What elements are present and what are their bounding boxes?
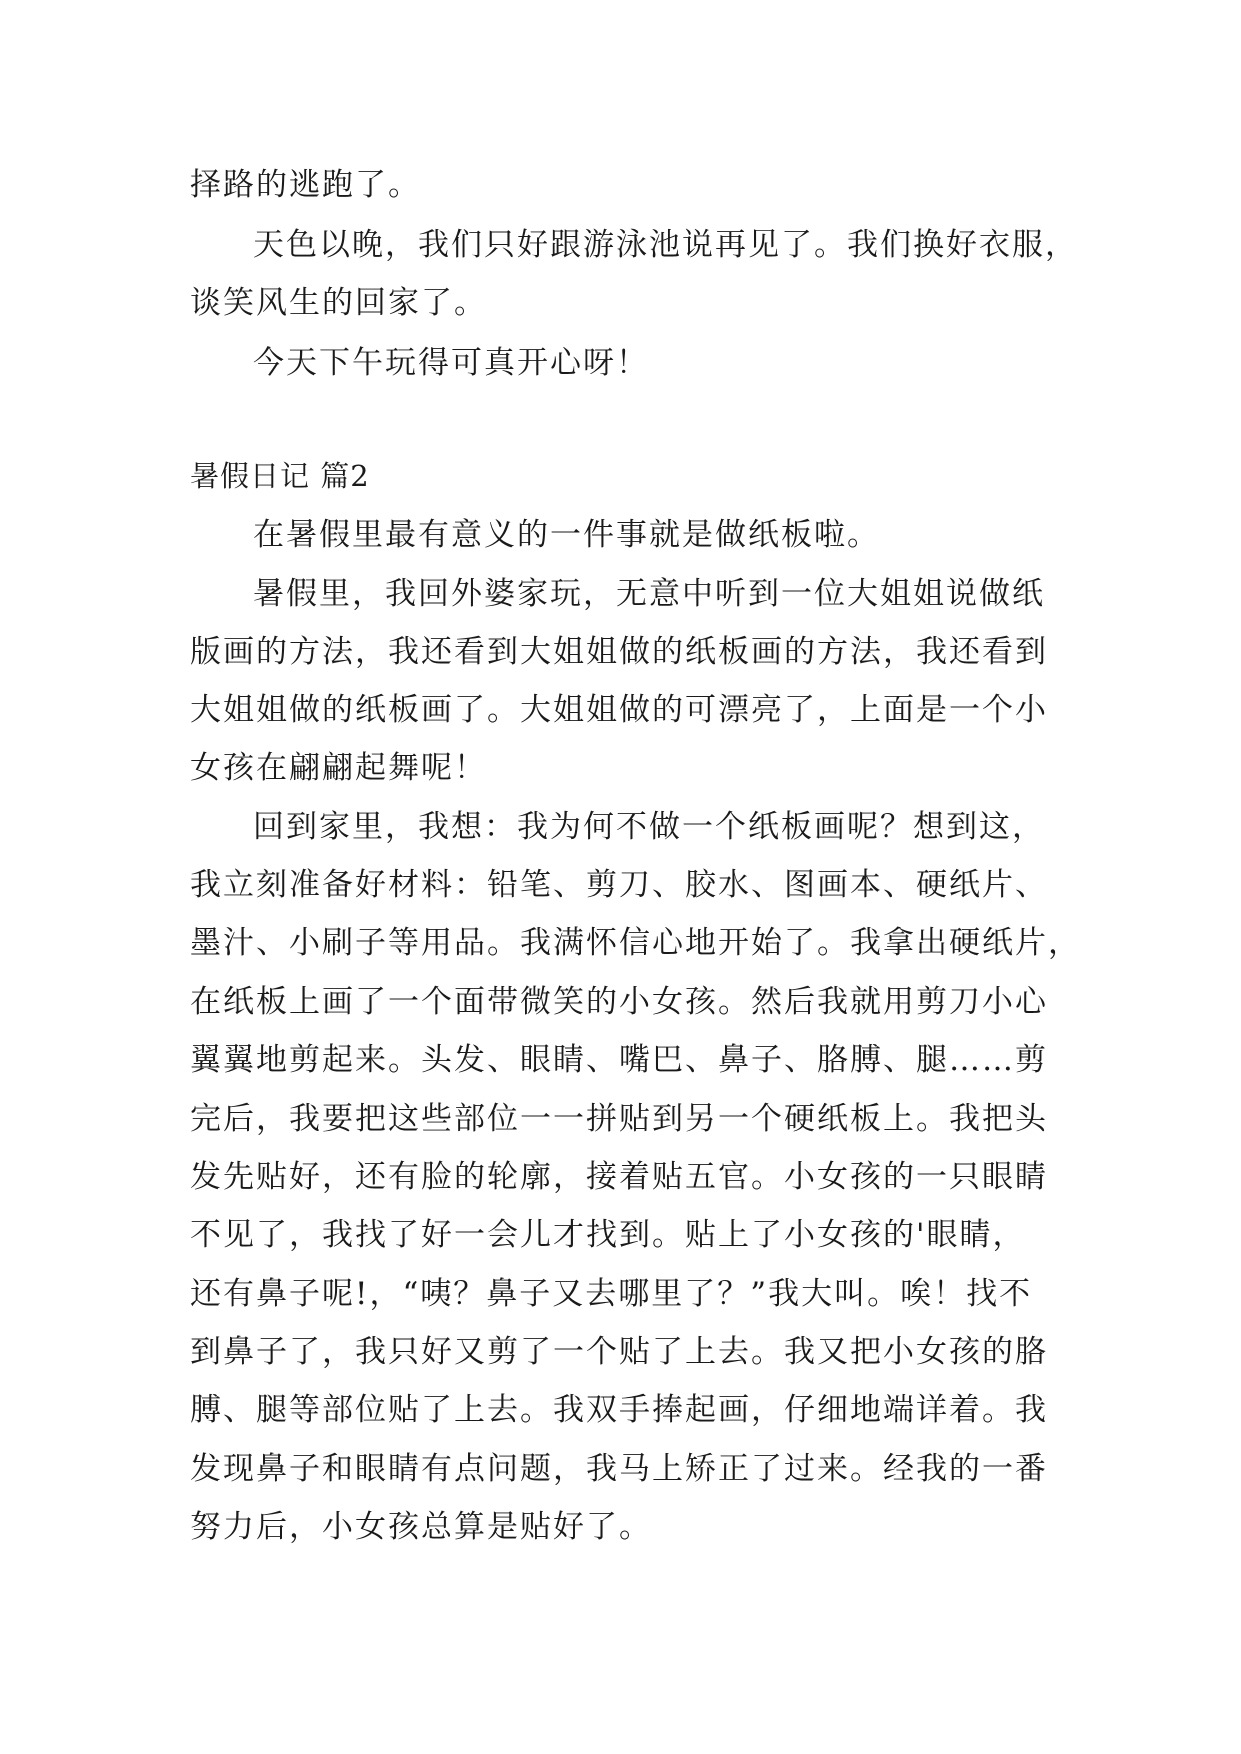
paragraph-6-line-7: 发先贴好，还有脸的轮廓，接着贴五官。小女孩的一只眼睛 <box>190 1159 1048 1195</box>
paragraph-5-line-4: 女孩在翩翩起舞呢！ <box>190 750 487 786</box>
paragraph-6-line-1: 回到家里，我想：我为何不做一个纸板画呢？想到这， <box>253 809 1045 845</box>
paragraph-6-line-12: 发现鼻子和眼睛有点问题，我马上矫正了过来。经我的一番 <box>190 1451 1048 1487</box>
paragraph-6-line-6: 完后，我要把这些部位一一拼贴到另一个硬纸板上。我把头 <box>190 1101 1048 1137</box>
paragraph-5-line-2: 版画的方法，我还看到大姐姐做的纸板画的方法，我还看到 <box>190 634 1048 670</box>
section-heading: 暑假日记 篇2 <box>190 459 370 493</box>
paragraph-5-line-3: 大姐姐做的纸板画了。大姐姐做的可漂亮了，上面是一个小 <box>190 692 1048 728</box>
paragraph-3-line-1: 今天下午玩得可真开心呀！ <box>253 345 649 381</box>
paragraph-2-line-1: 天色以晚，我们只好跟游泳池说再见了。我们换好衣服， <box>253 227 1078 263</box>
paragraph-5-line-1: 暑假里，我回外婆家玩，无意中听到一位大姐姐说做纸 <box>253 576 1045 612</box>
paragraph-6-line-10: 到鼻子了，我只好又剪了一个贴了上去。我又把小女孩的胳 <box>190 1334 1048 1370</box>
paragraph-6-line-3: 墨汁、小刷子等用品。我满怀信心地开始了。我拿出硬纸片， <box>190 925 1081 961</box>
paragraph-6-line-2: 我立刻准备好材料：铅笔、剪刀、胶水、图画本、硬纸片、 <box>190 867 1048 903</box>
paragraph-6-line-13: 努力后，小女孩总算是贴好了。 <box>190 1509 652 1545</box>
paragraph-4-line-1: 在暑假里最有意义的一件事就是做纸板啦。 <box>253 517 880 553</box>
paragraph-1-line-1: 择路的逃跑了。 <box>190 167 421 203</box>
paragraph-6-line-9: 还有鼻子呢!，“咦？鼻子又去哪里了？”我大叫。唉！找不 <box>190 1276 1033 1312</box>
paragraph-6-line-4: 在纸板上画了一个面带微笑的小女孩。然后我就用剪刀小心 <box>190 984 1048 1020</box>
paragraph-6-line-8: 不见了，我找了好一会儿才找到。贴上了小女孩的'眼睛， <box>190 1217 1026 1253</box>
paragraph-6-line-5: 翼翼地剪起来。头发、眼睛、嘴巴、鼻子、胳膊、腿……剪 <box>190 1042 1048 1078</box>
paragraph-6-line-11: 膊、腿等部位贴了上去。我双手捧起画，仔细地端详着。我 <box>190 1392 1048 1428</box>
paragraph-2-line-2: 谈笑风生的回家了。 <box>190 285 487 321</box>
